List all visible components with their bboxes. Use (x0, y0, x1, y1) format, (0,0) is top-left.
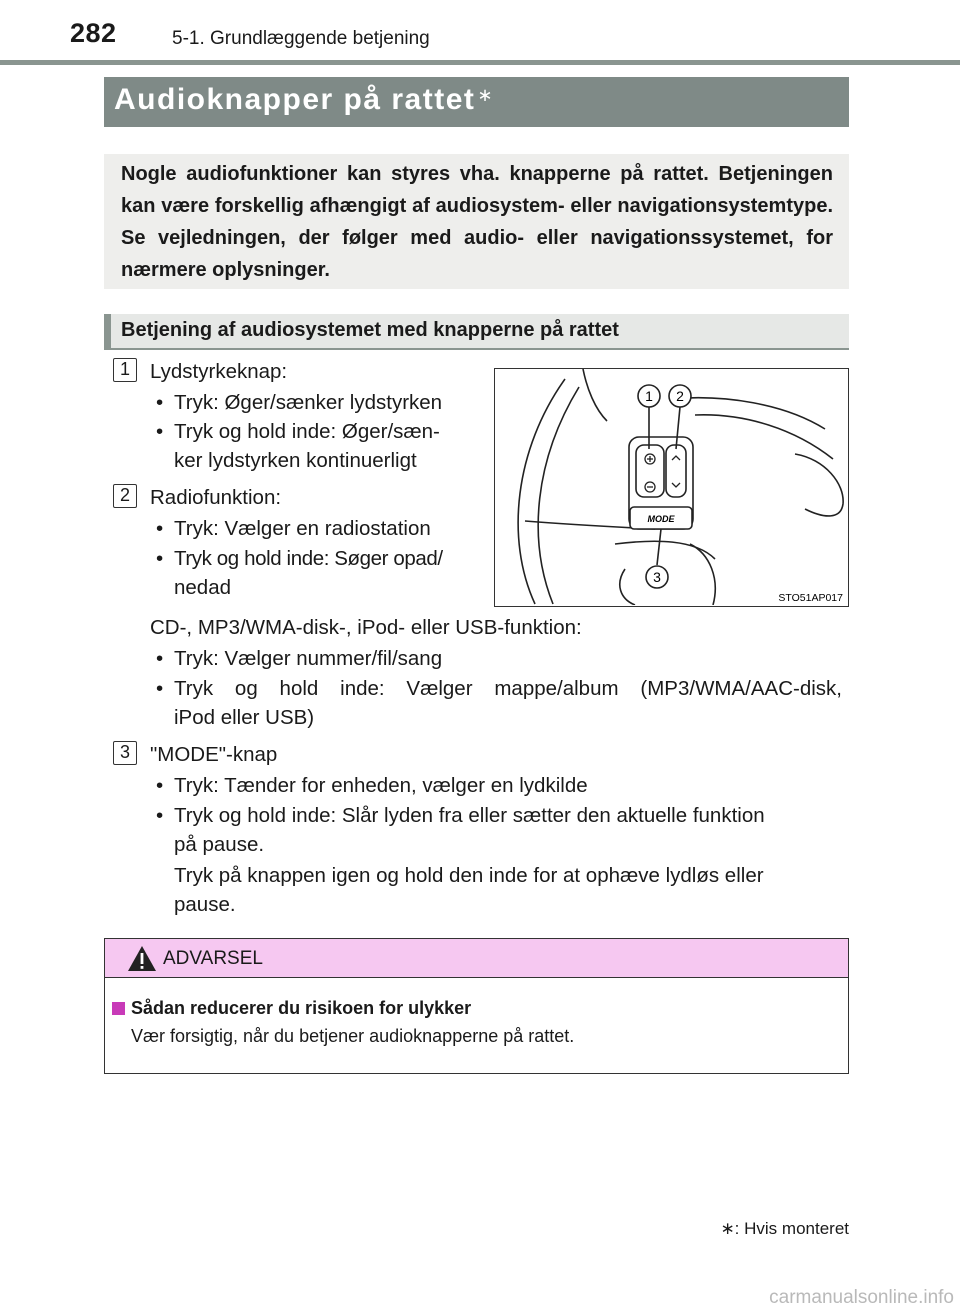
item-3-badge: 3 (113, 741, 137, 765)
item-1-bullet-2: • Tryk og hold inde: Øger/sæn- (156, 420, 440, 443)
item-3-bullet-2-cont: på pause. (174, 833, 265, 856)
item-2b-bullet-1: • Tryk: Vælger nummer/fil/sang (156, 647, 443, 670)
callout-3: 3 (653, 569, 661, 585)
item-2-bullet-2-text: Tryk og hold inde: Søger opad/ (174, 547, 443, 570)
item-3-note-1: Tryk på knappen igen og hold den inde for at ophæve lydløs eller (174, 864, 764, 887)
item-3-bullet-2: • Tryk og hold inde: Slår lyden fra eller sætter den aktuelle funktion (156, 804, 765, 827)
page-title (114, 83, 494, 117)
item-2-label: Radiofunktion: (150, 486, 282, 509)
item-2-label-2: CD-, MP3/WMA-disk-, iPod- eller USB-funktion: (150, 616, 582, 639)
item-2b-bullet-2-text: Tryk og hold inde: Vælger mappe/album (MP3/WMA/AAC-disk, (174, 677, 842, 700)
title-marker: ∗ (477, 85, 494, 105)
item-2-bullet-1-text: Tryk: Vælger en radiostation (174, 517, 431, 540)
footnote: ∗: Hvis monteret (720, 1219, 849, 1238)
watermark: carmanualsonline.info (769, 1287, 954, 1308)
steering-wheel-illustration (494, 368, 849, 607)
warning-label: ADVARSEL (163, 948, 263, 969)
item-3-label: "MODE"-knap (150, 743, 278, 766)
callout-2: 2 (676, 388, 684, 404)
item-1-bullet-1-text: Tryk: Øger/sænker lydstyrken (174, 391, 443, 414)
item-2-badge: 2 (113, 484, 137, 508)
item-2b-bullet-2: • Tryk og hold inde: Vælger mappe/album (MP3/WMA/AAC-disk, (156, 677, 842, 700)
item-2b-bullet-1-text: Tryk: Vælger nummer/fil/sang (174, 647, 443, 670)
item-1-label: Lydstyrkeknap: (150, 360, 288, 383)
item-3-bullet-1-text: Tryk: Tænder for enheden, vælger en lydkilde (174, 774, 588, 797)
warning-body: Vær forsigtig, når du betjener audioknapperne på rattet. (131, 1026, 575, 1046)
warning-bullet-square (112, 1002, 125, 1015)
item-1-badge: 1 (113, 358, 137, 382)
section-label: 5-1. Grundlæggende betjening (172, 28, 430, 49)
page-number: 282 (70, 18, 117, 48)
item-2-bullet-2-cont: nedad (174, 576, 232, 599)
item-3-note-2: pause. (174, 893, 236, 916)
warning-title: Sådan reducerer du risikoen for ulykker (131, 998, 472, 1018)
item-1-bullet-2-cont: ker lydstyrken kontinuerligt (174, 449, 417, 472)
subheading: Betjening af audiosystemet med knapperne på rattet (121, 319, 619, 341)
item-3-bullet-1: • Tryk: Tænder for enheden, vælger en lydkilde (156, 774, 588, 797)
steering-wheel-drawing (495, 369, 847, 605)
mode-button-label: MODE (647, 514, 675, 524)
illustration-code: STO51AP017 (778, 592, 843, 604)
callout-1: 1 (645, 388, 653, 404)
item-2-bullet-2: • Tryk og hold inde: Søger opad/ (156, 547, 443, 570)
page-title-text: Audioknapper på rattet (114, 83, 476, 116)
item-2-bullet-1: • Tryk: Vælger en radiostation (156, 517, 431, 540)
item-2b-bullet-2-cont: iPod eller USB) (174, 706, 315, 729)
item-1-bullet-1: • Tryk: Øger/sænker lydstyrken (156, 391, 443, 414)
intro-text: Nogle audiofunktioner kan styres vha. knapperne på rattet. Betjeningen kan være forskellig afhængigt af audiosystem- eller navigationsystemtype. Se vejledningen, der følger med audio- eller navigationssystemet, for nærmere oplysninger. (121, 163, 833, 281)
header-rule (0, 60, 960, 65)
warning-icon (127, 945, 157, 972)
item-3-bullet-2-text: Tryk og hold inde: Slår lyden fra eller sætter den aktuelle funktion (174, 804, 765, 827)
item-1-bullet-2-text: Tryk og hold inde: Øger/sæn- (174, 420, 440, 443)
